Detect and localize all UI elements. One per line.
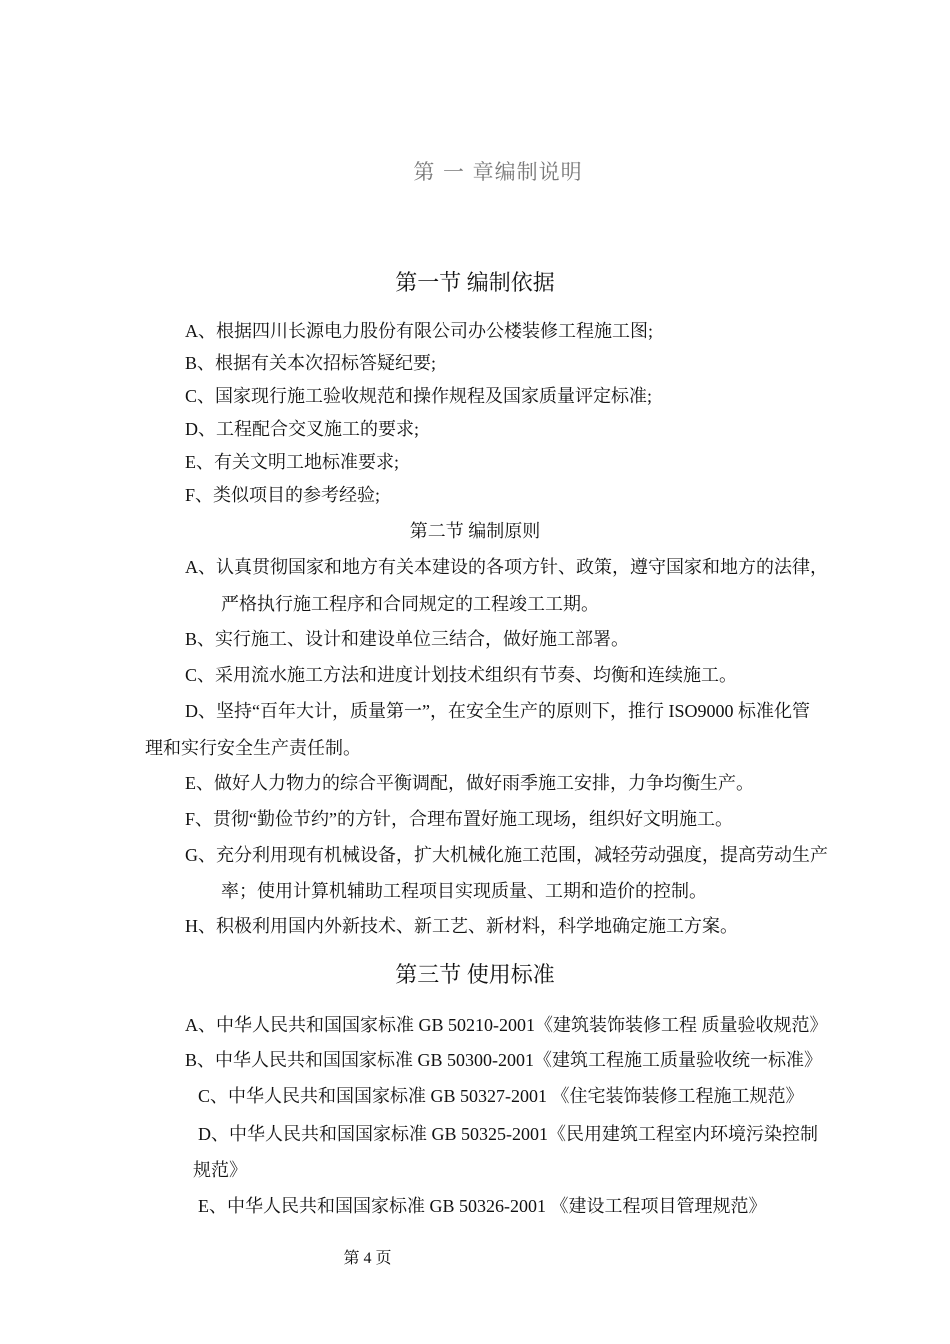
- s3-item-c: C、中华人民共和国国家标准 GB 50327-2001 《住宅装饰装修工程施工规范》: [198, 1086, 804, 1106]
- s1-item-b: B、根据有关本次招标答疑纪要;: [185, 353, 437, 373]
- s3-item-d-line1: D、中华人民共和国国家标准 GB 50325-2001《民用建筑工程室内环境污染控制: [198, 1124, 818, 1144]
- section-1-title: 第一节 编制依据: [395, 270, 555, 295]
- s3-item-d-line2: 规范》: [193, 1160, 247, 1180]
- s2-item-g-line1: G、充分利用现有机械设备，扩大机械化施工范围，减轻劳动强度，提高劳动生产: [185, 845, 828, 865]
- chapter-title: 第 一 章编制说明: [413, 160, 583, 184]
- s2-item-d-line1: D、坚持“百年大计，质量第一”，在安全生产的原则下，推行 ISO9000 标准化管: [185, 701, 810, 721]
- s3-item-b: B、中华人民共和国国家标准 GB 50300-2001《建筑工程施工质量验收统一标准》: [185, 1050, 823, 1070]
- s2-item-d-line2: 理和实行安全生产责任制。: [145, 738, 361, 758]
- s2-item-c: C、采用流水施工方法和进度计划技术组织有节奏、均衡和连续施工。: [185, 665, 738, 685]
- section-2-title: 第二节 编制原则: [409, 521, 541, 541]
- s1-item-c: C、国家现行施工验收规范和操作规程及国家质量评定标准;: [185, 386, 653, 406]
- s1-item-e: E、有关文明工地标准要求;: [185, 452, 399, 472]
- s3-item-e: E、中华人民共和国国家标准 GB 50326-2001 《建设工程项目管理规范》: [198, 1196, 767, 1216]
- section-3-title: 第三节 使用标准: [395, 962, 555, 987]
- s1-item-a: A、根据四川长源电力股份有限公司办公楼装修工程施工图;: [185, 321, 653, 341]
- s2-item-f: F、贯彻“勤俭节约”的方针，合理布置好施工现场，组织好文明施工。: [185, 809, 733, 829]
- s3-item-a: A、中华人民共和国国家标准 GB 50210-2001《建筑装饰装修工程 质量验收规范》: [185, 1015, 828, 1035]
- s2-item-h: H、积极利用国内外新技术、新工艺、新材料，科学地确定施工方案。: [185, 916, 738, 936]
- s2-item-e: E、做好人力物力的综合平衡调配，做好雨季施工安排，力争均衡生产。: [185, 773, 754, 793]
- s1-item-d: D、工程配合交叉施工的要求;: [185, 419, 419, 439]
- page-number: 第 4 页: [343, 1250, 392, 1267]
- s2-item-a-line2: 严格执行施工程序和合同规定的工程竣工工期。: [221, 594, 599, 614]
- s1-item-f: F、类似项目的参考经验;: [185, 485, 381, 505]
- s2-item-b: B、实行施工、设计和建设单位三结合，做好施工部署。: [185, 629, 630, 649]
- s2-item-a-line1: A、认真贯彻国家和地方有关本建设的各项方针、政策，遵守国家和地方的法律，: [185, 557, 828, 577]
- s2-item-g-line2: 率；使用计算机辅助工程项目实现质量、工期和造价的控制。: [221, 881, 707, 901]
